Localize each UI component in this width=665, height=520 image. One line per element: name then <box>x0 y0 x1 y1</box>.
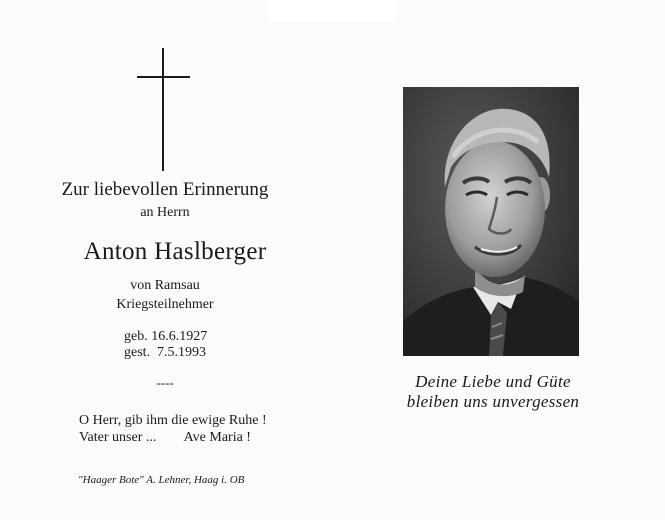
death-date: gest. 7.5.1993 <box>124 345 207 360</box>
heading: Zur liebevollen Erinnerung <box>61 179 269 200</box>
life-dates <box>124 329 207 361</box>
portrait-illustration <box>403 87 579 356</box>
motto-line-1: Deine Liebe und Güte <box>415 372 571 391</box>
deceased-name: Anton Haslberger <box>83 238 267 265</box>
prayer-line-1: O Herr, gib ihm die ewige Ruhe ! <box>79 413 267 428</box>
birth-date: geb. 16.6.1927 <box>124 329 208 344</box>
role: Kriegsteilnehmer <box>116 297 214 312</box>
prayer <box>79 412 267 446</box>
motto-line-2: bleiben uns unvergessen <box>406 392 580 411</box>
publisher-imprint: "Haager Bote" A. Lehner, Haag i. OB <box>78 474 245 486</box>
motto <box>388 372 598 412</box>
portrait-photo <box>403 87 579 356</box>
prayer-line-2: Vater unser ... Ave Maria ! <box>79 430 251 445</box>
separator: ---- <box>156 375 174 390</box>
origin: von Ramsau <box>130 278 200 293</box>
subheading: an Herrn <box>140 205 190 220</box>
scan-edge <box>268 0 396 22</box>
